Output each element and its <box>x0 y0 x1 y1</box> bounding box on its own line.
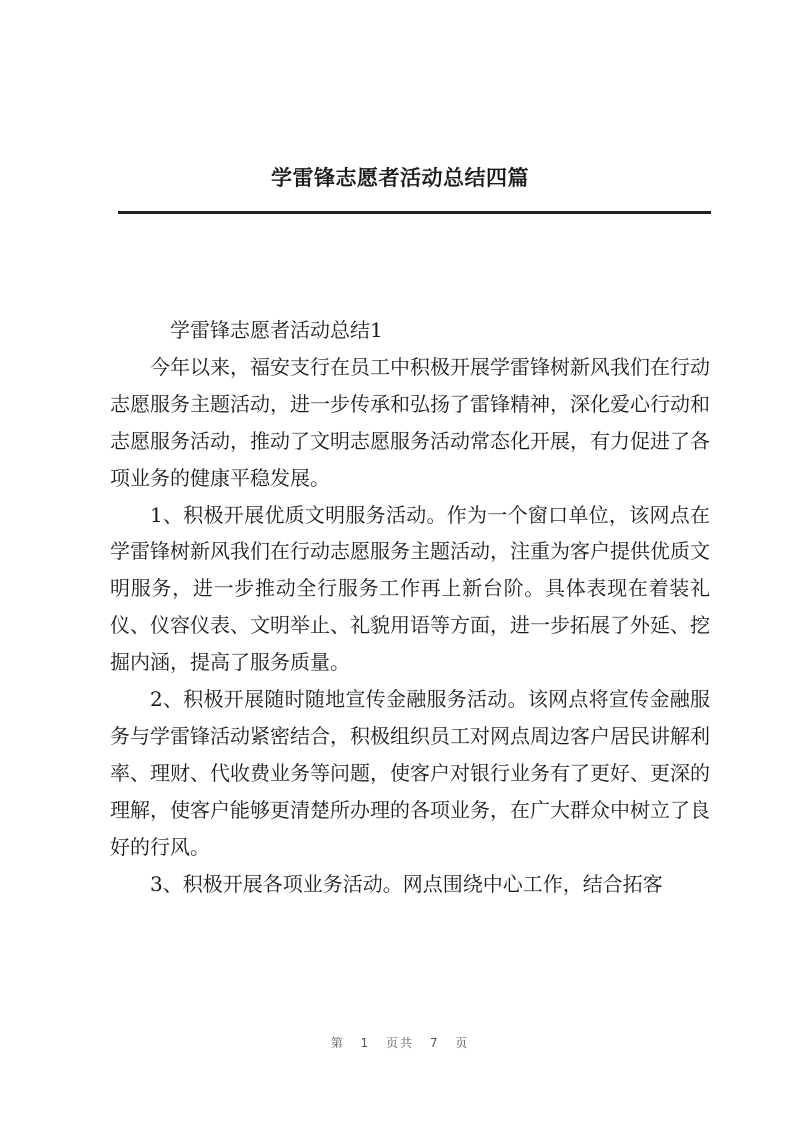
paragraph-item-3: 3、积极开展各项业务活动。网点围绕中心工作，结合拓客 <box>150 871 663 896</box>
document-body <box>110 312 710 903</box>
page-number-footer: 第 1 页共 7 页 <box>330 1036 470 1050</box>
paragraph-item-1: 1、积极开展优质文明服务活动。作为一个窗口单位，该网点在学雷锋树新风我们在行动志愿服务主题活动，注重为客户提供优质文明服务，进一步推动全行服务工作再上新台阶。具体表现在着装礼仪、仪容仪表、文明举止、礼貌用语等方面，进一步拓展了外延、挖掘内涵，提高了服务质量。 <box>110 502 710 675</box>
section-heading: 学雷锋志愿者活动总结1 <box>170 318 383 342</box>
paragraph-intro: 今年以来，福安支行在员工中积极开展学雷锋树新风我们在行动志愿服务主题活动，进一步传承和弘扬了雷锋精神，深化爱心行动和志愿服务活动，推动了文明志愿服务活动常态化开展，有力促进了各项业务的健康平稳发展。 <box>110 354 710 490</box>
title-underline <box>118 211 711 214</box>
paragraph-item-2: 2、积极开展随时随地宣传金融服务活动。该网点将宣传金融服务与学雷锋活动紧密结合，积极组织员工对网点周边客户居民讲解利率、理财、代收费业务等问题，使客户对银行业务有了更好、更深的理解，使客户能够更清楚所办理的各项业务，在广大群众中树立了良好的行风。 <box>110 687 710 859</box>
document-title: 学雷锋志愿者活动总结四篇 <box>271 165 529 190</box>
